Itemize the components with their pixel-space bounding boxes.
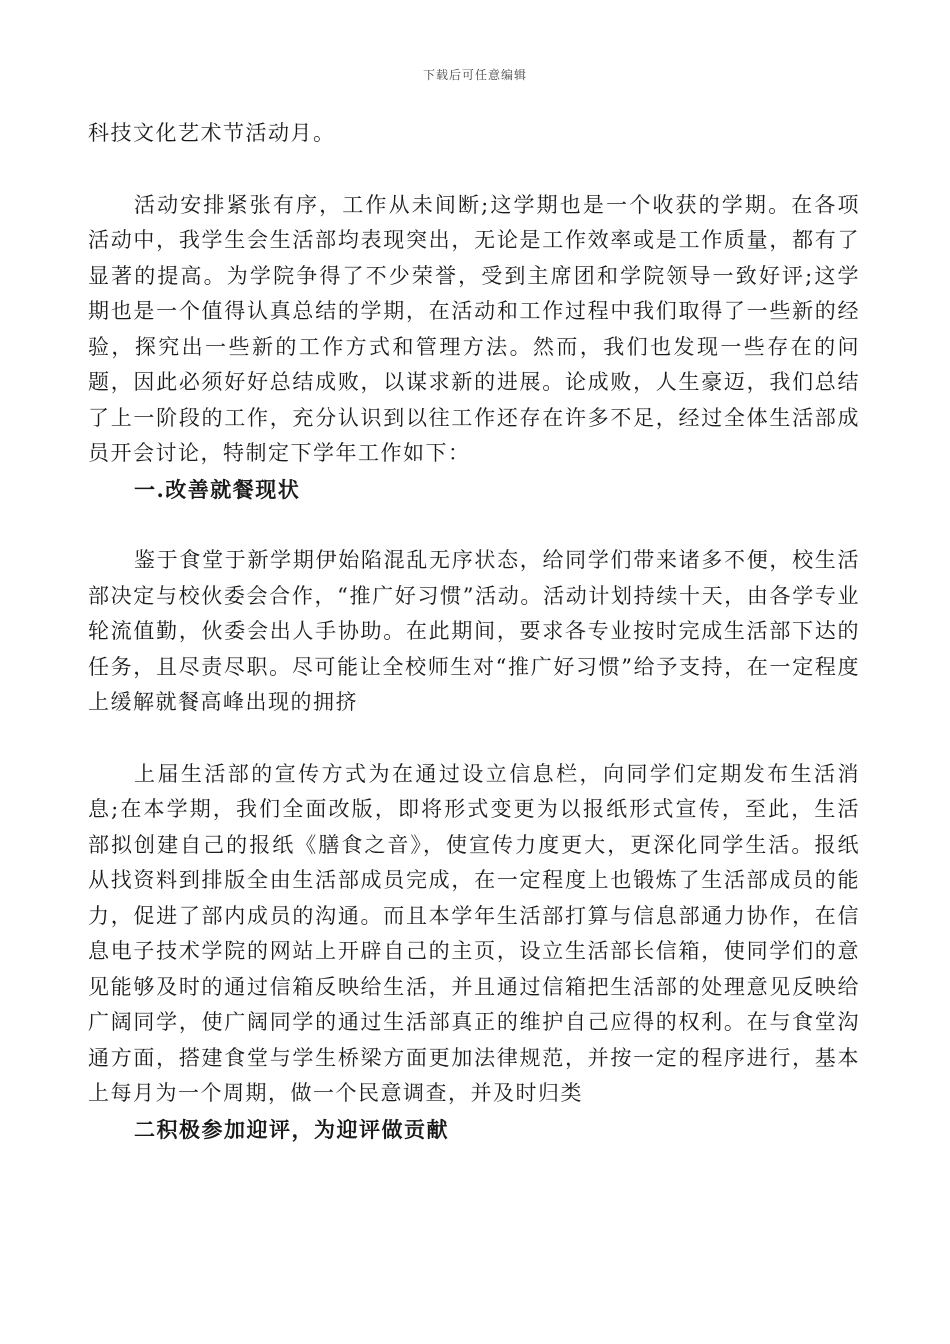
paragraph-publicity: 上届生活部的宣传方式为在通过设立信息栏，向同学们定期发布生活消息;在本学期，我们全面改版，即将形式变更为以报纸形式宣传，至此，生活部拟创建自己的报纸《膳食之音》，使宣传力度更大，更深化同学生活。报纸从找资料到排版全由生活部成员完成，在一定程度上也锻炼了生活部成员的能力，促进了部内成员的沟通。而且本学年生活部打算与信息部通力协作，在信息电子技术学院的网站上开辟自己的主页，设立生活部长信箱，使同学们的意见能够及时的通过信箱反映给生活，并且通过信箱把生活部的处理意见反映给广阔同学，使广阔同学的通过生活部真正的维护自己应得的权利。在与食堂沟通方面，搭建食堂与学生桥梁方面更加法律规范，并按一定的程序进行，基本上每月为一个周期，做一个民意调查，并及时归类 [88,761,860,1105]
paragraph-summary: 活动安排紧张有序，工作从未间断;这学期也是一个收获的学期。在各项活动中，我学生会生活部均表现突出，无论是工作效率或是工作质量，都有了显著的提高。为学院争得了不少荣誉，受到主席团和学院领导一致好评;这学期也是一个值得认真总结的学期，在活动和工作过程中我们取得了一些新的经验，探究出一些新的工作方式和管理方法。然而，我们也发现一些存在的问题，因此必须好好总结成败，以谋求新的进展。论成败，人生豪迈，我们总结了上一阶段的工作，充分认识到以往工作还存在许多不足，经过全体生活部成员开会讨论，特制定下学年工作如下： [88,192,860,465]
page-header-note: 下载后可任意编辑 [422,68,527,82]
section-heading-2: 二积极参加迎评，为迎评做贡献 [134,1116,449,1142]
paragraph-dining: 鉴于食堂于新学期伊始陷混乱无序状态，给同学们带来诸多不便，校生活部决定与校伙委会合作，“推广好习惯”活动。活动计划持续十天，由各学专业轮流值勤，伙委会出人手协助。在此期间，要求各专业按时完成生活部下达的任务，且尽责尽职。尽可能让全校师生对“推广好习惯”给予支持，在一定程度上缓解就餐高峰出现的拥挤 [88,548,860,714]
section-heading-1: 一.改善就餐现状 [134,476,301,502]
document-body [88,116,860,1147]
paragraph-continuation: 科技文化艺术节活动月。 [88,121,336,145]
